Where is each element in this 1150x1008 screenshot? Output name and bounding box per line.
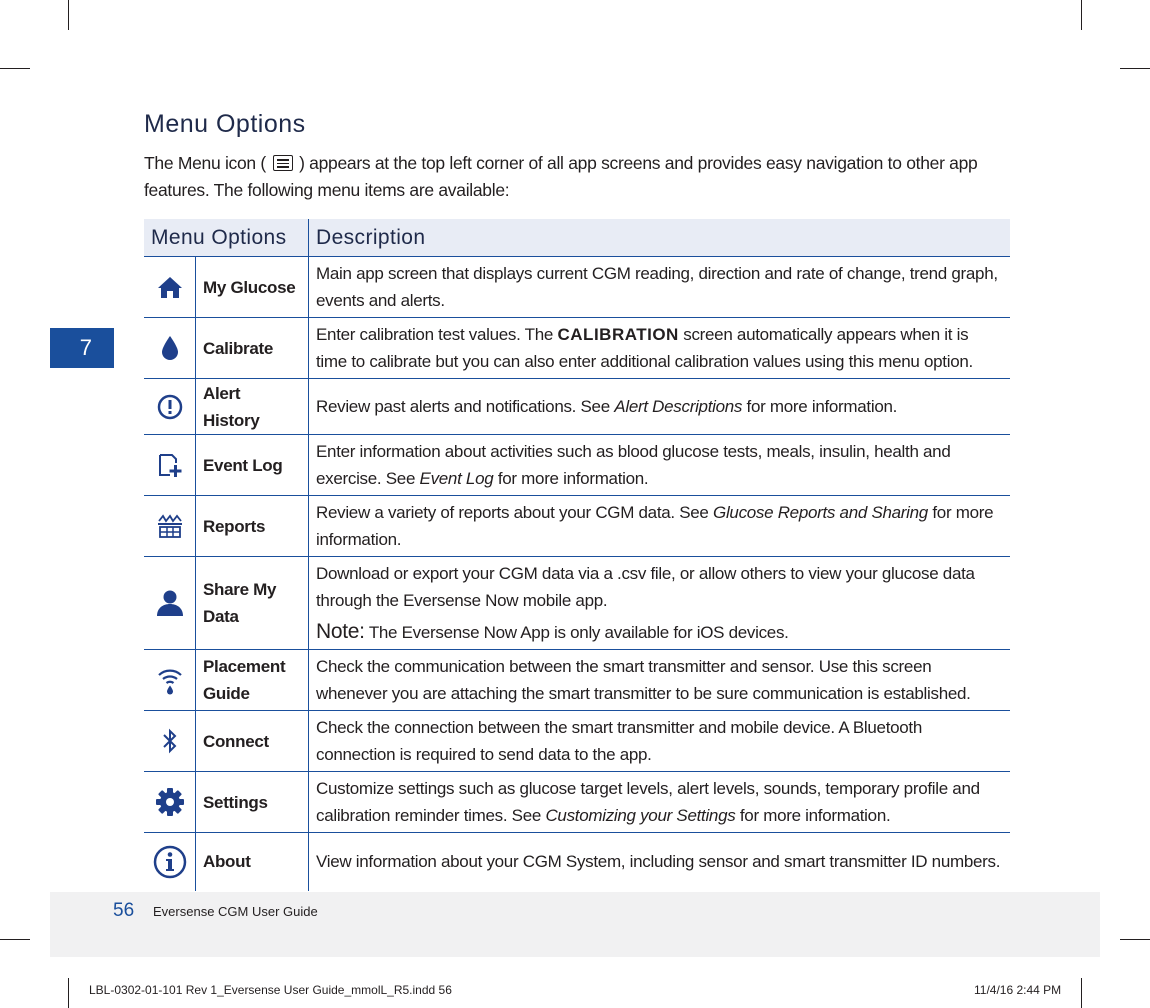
table-row: [144, 496, 1010, 557]
cross-reference: Event Log: [419, 469, 494, 488]
screen-name: CALIBRATION: [557, 325, 679, 344]
cross-reference: Alert Descriptions: [614, 397, 743, 416]
footer-band: [50, 892, 1100, 957]
desc-text: Enter calibration test values. The: [316, 325, 558, 344]
info-icon: [144, 833, 196, 891]
menu-item-desc: [309, 379, 1011, 435]
desc-text: for more information.: [493, 469, 649, 488]
print-slug-file: LBL-0302-01-101 Rev 1_Eversense User Guide_mmolL_R5.indd 56: [89, 983, 452, 997]
menu-item-name: Alert History: [196, 379, 309, 435]
table-row: [144, 557, 1010, 650]
crop-mark: [68, 0, 69, 30]
intro-paragraph: [144, 150, 1010, 204]
menu-item-desc: Check the connection between the smart transmitter and mobile device. A Bluetooth connection is required to send data to the app.: [309, 711, 1011, 772]
table-row: [144, 650, 1010, 711]
table-header-row: [144, 219, 1010, 257]
home-icon: [144, 257, 196, 318]
table-row: [144, 257, 1010, 318]
intro-text-start: The Menu icon (: [144, 153, 266, 173]
cross-reference: Customizing your Settings: [545, 806, 736, 825]
placement-icon: [144, 650, 196, 711]
menu-item-name: Connect: [196, 711, 309, 772]
table-row: [144, 379, 1010, 435]
table-row: [144, 318, 1010, 379]
alert-icon: [144, 379, 196, 435]
crop-mark: [0, 68, 30, 69]
desc-text: Download or export your CGM data via a .csv file, or allow others to view your glucose data through the Eversense Now mobile app.: [316, 564, 975, 610]
table-row: [144, 435, 1010, 496]
menu-item-name: My Glucose: [196, 257, 309, 318]
drop-icon: [144, 318, 196, 379]
menu-icon: [273, 155, 293, 171]
menu-options-table: [144, 219, 1010, 891]
bluetooth-icon: [144, 711, 196, 772]
note-label: Note:: [316, 620, 365, 643]
crop-mark: [0, 939, 30, 940]
chapter-tab: [50, 328, 114, 368]
note-text: The Eversense Now App is only available for iOS devices.: [364, 623, 789, 642]
menu-item-desc: Main app screen that displays current CGM reading, direction and rate of change, trend graph, events and alerts.: [309, 257, 1011, 318]
header-description: Description: [309, 219, 1011, 257]
menu-item-name: Share My Data: [196, 557, 309, 650]
menu-item-name: Placement Guide: [196, 650, 309, 711]
menu-item-desc: Check the communication between the smart transmitter and sensor. Use this screen whenever you are attaching the smart transmitter to be sure communication is established.: [309, 650, 1011, 711]
crop-mark: [1120, 939, 1150, 940]
crop-mark: [1081, 978, 1082, 1008]
table-row: [144, 711, 1010, 772]
desc-text: for more information.: [742, 397, 898, 416]
desc-text: for more information.: [735, 806, 891, 825]
header-menu-options: Menu Options: [144, 219, 309, 257]
note: [316, 618, 1003, 646]
crop-mark: [1120, 68, 1150, 69]
reports-icon: [144, 496, 196, 557]
crop-mark: [68, 978, 69, 1008]
person-icon: [144, 557, 196, 650]
menu-item-desc: [309, 435, 1011, 496]
chapter-number: 7: [79, 335, 92, 360]
desc-text: Review past alerts and notifications. See: [316, 397, 615, 416]
menu-item-desc: View information about your CGM System, including sensor and smart transmitter ID numbers.: [316, 852, 1001, 872]
menu-item-desc: [309, 496, 1011, 557]
menu-item-name: Event Log: [196, 435, 309, 496]
print-slug-date: 11/4/16 2:44 PM: [974, 983, 1062, 997]
menu-item-name: Reports: [196, 496, 309, 557]
table-row: [144, 833, 1010, 891]
section-title: Menu Options: [144, 110, 306, 138]
desc-text: screen automatically appears when it is time to calibrate but you can also enter additional calibration values using this menu option.: [316, 325, 973, 371]
crop-mark: [1081, 0, 1082, 30]
table-row: [144, 772, 1010, 833]
intro-text-end: ) appears at the top left corner of all app screens and provides easy navigation to other app features. The following menu items are available:: [144, 153, 978, 200]
footer-title: Eversense CGM User Guide: [153, 904, 318, 919]
desc-text: Enter information about activities such as blood glucose tests, meals, insulin, health and exercise. See: [316, 442, 951, 488]
desc-text: Customize settings such as glucose target levels, alert levels, sounds, temporary profile and calibration reminder times. See: [316, 779, 980, 825]
desc-text: Review a variety of reports about your CGM data. See: [316, 503, 714, 522]
page-number: 56: [113, 900, 135, 921]
desc-text: for more information.: [316, 503, 994, 549]
menu-item-name: About: [196, 833, 309, 891]
menu-item-desc: [309, 772, 1011, 833]
menu-item-desc: [309, 557, 1011, 650]
menu-item-name: Settings: [196, 772, 309, 833]
menu-item-name: Calibrate: [196, 318, 309, 379]
menu-item-desc: [309, 318, 1011, 379]
gear-icon: [144, 772, 196, 833]
event-log-icon: [144, 435, 196, 496]
cross-reference: Glucose Reports and Sharing: [713, 503, 928, 522]
